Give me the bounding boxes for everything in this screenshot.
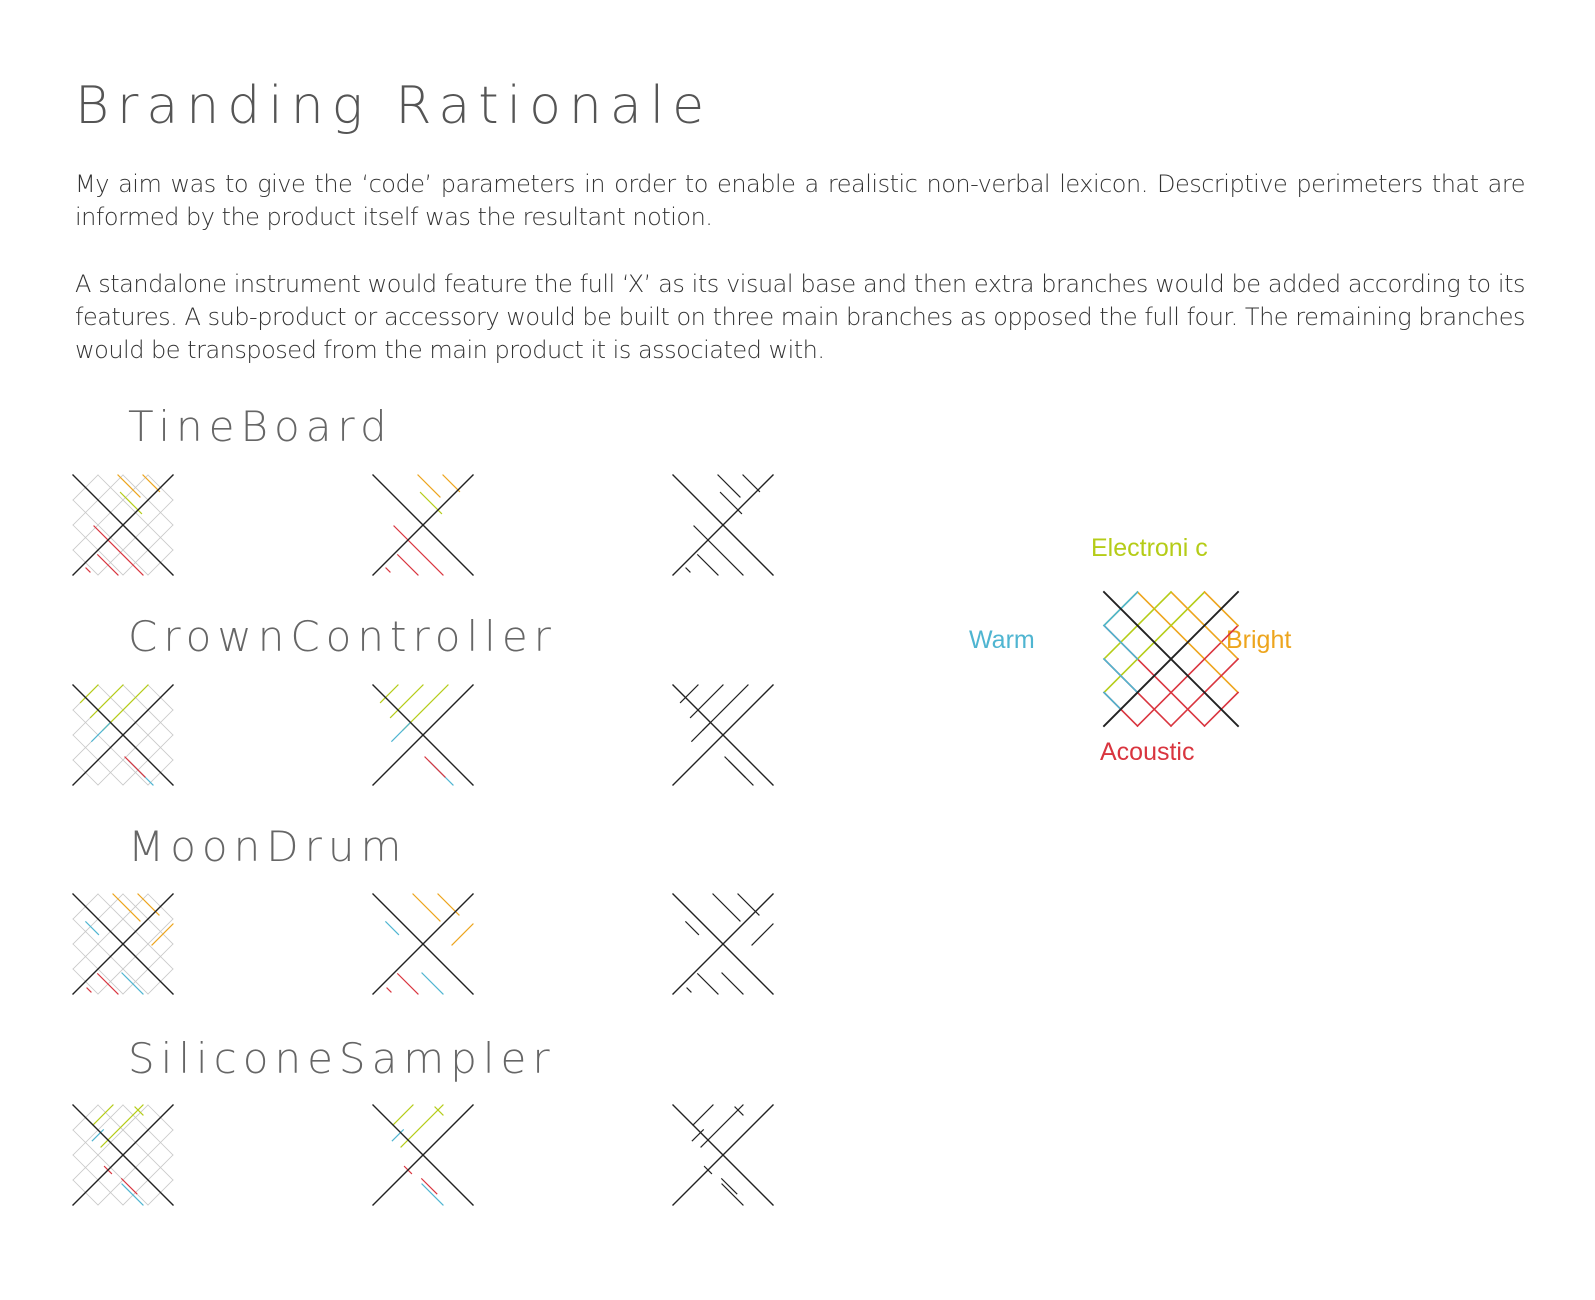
- standalone-paragraph: A standalone instrument would feature the full ‘X’ as its visual base and then extra branches would be added according to its features. A sub-product or accessory would be built on three main branches as opposed the full four. The remaining branches would be transposed from the main product it is associated with.: [75, 270, 1525, 364]
- branch-acoustic: [125, 757, 145, 777]
- branch-acoustic: [686, 568, 690, 572]
- product-name: CrownController: [128, 612, 557, 661]
- branch-acoustic: [86, 568, 90, 572]
- branch-acoustic: [398, 974, 418, 994]
- branch-acoustic: [698, 974, 718, 994]
- branch-warm: [422, 1184, 443, 1205]
- tineboard-color-branches-mark: [373, 475, 473, 575]
- branch-acoustic: [425, 757, 445, 777]
- crowncontroller-color-branches-mark: [373, 685, 473, 785]
- branch-electronic: [681, 685, 699, 703]
- product-name: SiliconeSampler: [128, 1034, 556, 1083]
- tineboard-mono-mark: [673, 475, 773, 575]
- branch-warm: [692, 723, 711, 742]
- branch-warm: [422, 973, 443, 994]
- branch-warm: [686, 922, 699, 935]
- siliconesampler-mono-mark: [673, 1105, 773, 1205]
- legend-mark: [1104, 592, 1238, 726]
- branch-bright: [413, 894, 440, 921]
- branch-acoustic: [398, 555, 418, 575]
- product-name: TineBoard: [128, 402, 393, 451]
- branch-acoustic: [87, 988, 91, 992]
- page-title: Branding Rationale: [75, 76, 713, 136]
- intro-paragraph: My aim was to give the ‘code’ parameters in order to enable a realistic non-verbal lexicon. Descriptive perimeters that are informed by the product itself was the resultant notion.: [75, 170, 1525, 231]
- moondrum-full-grid-mark: [73, 894, 173, 994]
- product-name: MoonDrum: [128, 822, 408, 871]
- siliconesampler-color-branches-mark: [373, 1105, 473, 1205]
- tineboard-full-grid-mark: [73, 475, 173, 575]
- branch-acoustic: [698, 555, 718, 575]
- branch-acoustic: [394, 526, 443, 575]
- legend-warm-line: [1104, 693, 1120, 709]
- branch-warm: [392, 723, 411, 742]
- branch-electronic: [93, 1105, 113, 1125]
- branch-bright: [713, 894, 740, 921]
- branch-acoustic: [725, 757, 745, 777]
- siliconesampler-full-grid-mark: [73, 1105, 173, 1205]
- legend-acoustic-label: Acoustic: [1100, 738, 1195, 766]
- branch-warm: [386, 922, 399, 935]
- branch-electronic: [693, 1105, 713, 1125]
- branch-bright: [443, 475, 460, 492]
- branch-acoustic: [94, 526, 143, 575]
- branch-acoustic: [387, 988, 391, 992]
- legend-bright-label: Bright: [1226, 626, 1292, 654]
- branch-warm: [392, 1130, 403, 1141]
- branch-bright: [743, 475, 760, 492]
- branch-bright: [452, 924, 473, 945]
- branch-bright: [152, 924, 173, 945]
- legend-electronic-label: Electroni c: [1091, 534, 1208, 562]
- branch-bright: [143, 475, 160, 492]
- branch-warm: [92, 1130, 103, 1141]
- legend-warm-label: Warm: [969, 626, 1035, 654]
- moondrum-mono-mark: [673, 894, 773, 994]
- branch-warm: [692, 1130, 703, 1141]
- branch-acoustic: [386, 568, 390, 572]
- branch-warm: [86, 922, 99, 935]
- branch-electronic: [393, 1105, 413, 1125]
- branch-electronic: [391, 685, 424, 718]
- crowncontroller-full-grid-mark: [73, 685, 173, 785]
- branch-bright: [752, 924, 773, 945]
- branch-warm: [722, 1184, 743, 1205]
- branch-warm: [122, 1184, 143, 1205]
- branch-electronic: [381, 685, 399, 703]
- branch-electronic: [81, 685, 99, 703]
- moondrum-color-branches-mark: [373, 894, 473, 994]
- crowncontroller-mono-mark: [673, 685, 773, 785]
- branch-acoustic: [694, 526, 743, 575]
- branch-electronic: [691, 685, 724, 718]
- branch-electronic: [91, 685, 124, 718]
- branch-warm: [122, 973, 143, 994]
- branch-warm: [722, 973, 743, 994]
- branch-acoustic: [687, 988, 691, 992]
